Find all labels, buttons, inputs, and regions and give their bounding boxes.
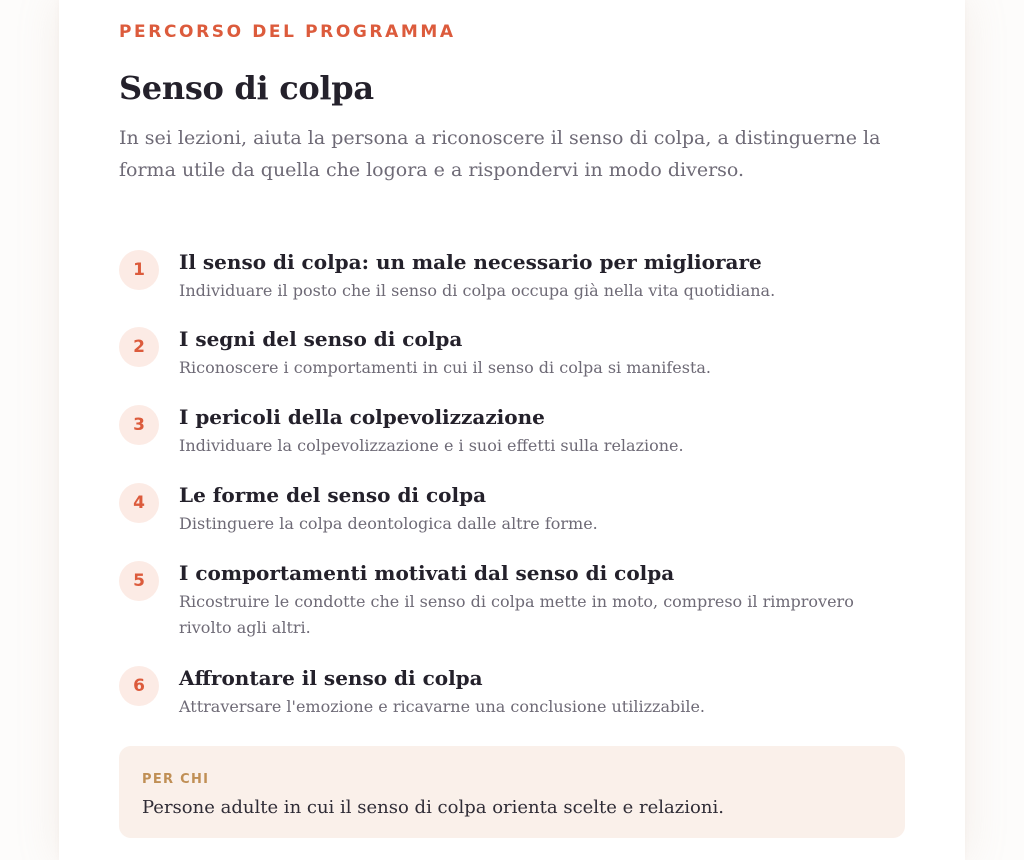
audience-label: PER CHI	[142, 772, 210, 787]
lesson-description: Attraversare l'emozione e ricavarne una conclusione utilizzabile.	[179, 697, 706, 716]
program-title: Senso di colpa	[119, 69, 374, 107]
lesson-number-badge: 1	[119, 250, 159, 290]
program-card	[59, 0, 965, 860]
lesson-number-badge: 3	[119, 405, 159, 445]
lesson-title: I pericoli della colpevolizzazione	[179, 405, 545, 429]
lesson-number-badge: 6	[119, 666, 159, 706]
audience-text: Persone adulte in cui il senso di colpa orienta scelte e relazioni.	[142, 797, 724, 818]
lesson-title: Le forme del senso di colpa	[179, 483, 487, 507]
lesson-description: Ricostruire le condotte che il senso di colpa mette in moto, compreso il rimprovero rivolto agli altri.	[179, 592, 854, 637]
lesson-description: Individuare la colpevolizzazione e i suoi effetti sulla relazione.	[179, 436, 684, 455]
lesson-title: I segni del senso di colpa	[179, 327, 463, 351]
lesson-title: Il senso di colpa: un male necessario per migliorare	[179, 250, 762, 274]
lesson-description: Riconoscere i comportamenti in cui il senso di colpa si manifesta.	[179, 358, 712, 377]
audience-box	[119, 746, 905, 838]
lesson-title: Affrontare il senso di colpa	[179, 666, 483, 690]
lesson-number-badge: 4	[119, 483, 159, 523]
lesson-description: Distinguere la colpa deontologica dalle altre forme.	[179, 514, 598, 533]
program-eyebrow: PERCORSO DEL PROGRAMMA	[119, 22, 456, 42]
lesson-description: Individuare il posto che il senso di colpa occupa già nella vita quotidiana.	[179, 281, 776, 300]
program-intro: In sei lezioni, aiuta la persona a riconoscere il senso di colpa, a distinguerne la forma utile da quella che logora e a rispondervi in modo diverso.	[119, 127, 881, 181]
lesson-title: I comportamenti motivati dal senso di colpa	[179, 561, 675, 585]
lesson-number-badge: 2	[119, 327, 159, 367]
lesson-number-badge: 5	[119, 561, 159, 601]
